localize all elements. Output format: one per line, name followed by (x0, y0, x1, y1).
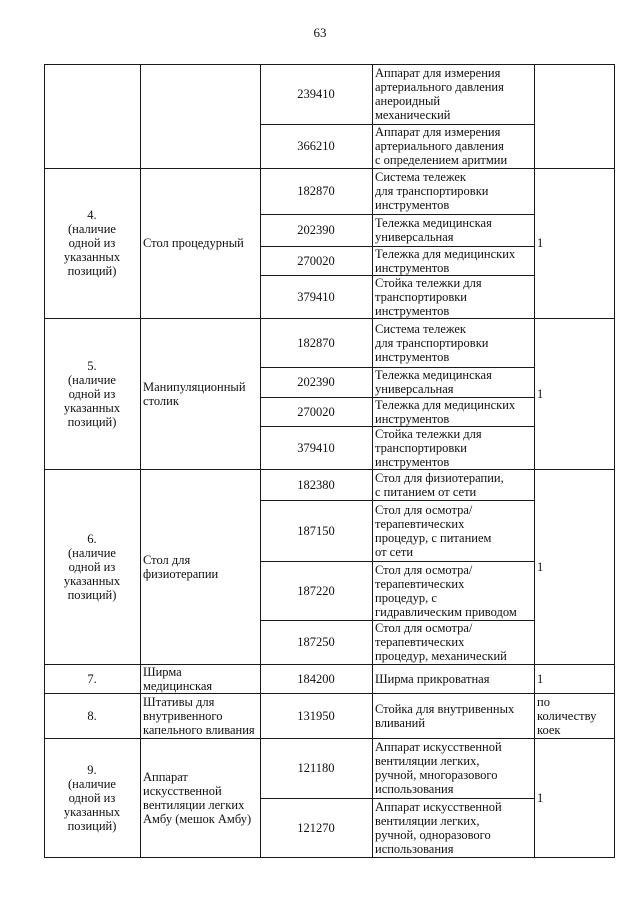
row-number-cell (44, 693, 140, 738)
item-code-cell (260, 64, 372, 124)
row-number-cell (44, 664, 140, 693)
item-description-cell (372, 64, 534, 124)
quantity-cell (534, 738, 615, 858)
item-description-cell (372, 318, 534, 367)
quantity-cell (534, 664, 615, 693)
item-code-cell (260, 798, 372, 858)
page-number: 63 (313, 25, 327, 40)
item-code-cell (260, 214, 372, 246)
item-code: 270020 (297, 253, 335, 268)
equipment-name: Манипуляционный столик (143, 379, 246, 408)
item-description: Тележка медицинская универсальная (375, 368, 492, 396)
item-code: 187250 (297, 635, 335, 649)
quantity-cell (534, 693, 615, 738)
equipment-name: Аппарат искусственной вентиляции легких Амбу (мешок Амбу) (143, 770, 252, 826)
item-code: 187150 (297, 523, 335, 538)
item-description-cell (372, 798, 534, 858)
item-code-cell (260, 246, 372, 275)
item-code: 182380 (297, 477, 335, 492)
quantity: 1 (537, 791, 544, 805)
item-code: 182870 (297, 184, 335, 198)
item-code-cell (260, 561, 372, 620)
item-code: 131950 (297, 708, 335, 723)
item-code: 379410 (297, 440, 335, 455)
equipment-name-cell (140, 469, 260, 664)
item-description: Тележка медицинская универсальная (375, 216, 492, 244)
row-number: 5. (наличие одной из указанных позиций) (63, 358, 121, 429)
quantity: 1 (537, 236, 544, 250)
quantity: 1 (537, 559, 544, 574)
item-description-cell (372, 500, 534, 561)
equipment-name-cell (140, 318, 260, 469)
item-description: Стол для осмотра/ терапевтических процедур, механический (375, 621, 507, 663)
item-description-cell (372, 426, 534, 469)
item-code-cell (260, 318, 372, 367)
item-description-cell (372, 124, 534, 168)
item-code-cell (260, 469, 372, 500)
item-code: 366210 (297, 139, 335, 153)
item-code-cell (260, 275, 372, 318)
quantity-cell (534, 318, 615, 469)
quantity: 1 (537, 671, 544, 686)
item-code-cell (260, 693, 372, 738)
item-description-cell (372, 397, 534, 426)
item-code: 187220 (297, 583, 335, 598)
row-number: 7. (87, 671, 97, 686)
item-description-cell (372, 367, 534, 397)
equipment-name: Стол для физиотерапии (143, 552, 219, 581)
item-code: 379410 (297, 289, 335, 304)
item-description-cell (372, 693, 534, 738)
equipment-name-cell (140, 664, 260, 693)
row-number: 4. (наличие одной из указанных позиций) (63, 208, 121, 278)
equipment-name-cell (140, 693, 260, 738)
quantity: 1 (537, 386, 544, 401)
row-number-cell (44, 738, 140, 858)
item-code-cell (260, 124, 372, 168)
item-code: 121180 (297, 761, 335, 775)
row-number: 8. (87, 708, 97, 723)
equipment-name: Штативы для внутривенного капельного вливания (143, 694, 255, 737)
item-description: Аппарат искусственной вентиляции легких, ручной, многоразового использования (375, 740, 502, 796)
item-description: Стол для физиотерапии, с питанием от сети (375, 470, 504, 499)
item-description: Аппарат для измерения артериального давления анероидный механический (375, 66, 504, 122)
item-description-cell (372, 664, 534, 693)
item-code-cell (260, 738, 372, 798)
equipment-name-cell (140, 168, 260, 318)
row-number-cell (44, 168, 140, 318)
item-code: 239410 (297, 87, 335, 101)
item-description-cell (372, 168, 534, 214)
item-code: 184200 (297, 671, 335, 686)
item-description: Стойка для внутривенных вливаний (375, 701, 515, 730)
quantity: по количеству коек (537, 694, 597, 737)
equipment-name-cell (140, 64, 260, 168)
item-code: 270020 (297, 404, 335, 419)
item-code-cell (260, 620, 372, 664)
item-description: Система тележек для транспортировки инструментов (375, 170, 489, 212)
item-description-cell (372, 561, 534, 620)
quantity-cell (534, 469, 615, 664)
item-description-cell (372, 275, 534, 318)
item-description: Тележка для медицинских инструментов (375, 246, 516, 275)
item-description-cell (372, 246, 534, 275)
item-code-cell (260, 426, 372, 469)
row-number-cell (44, 469, 140, 664)
item-description-cell (372, 469, 534, 500)
item-description: Аппарат искусственной вентиляции легких, ручной, одноразового использования (375, 800, 502, 856)
equipment-table (44, 64, 615, 858)
item-code: 182870 (297, 335, 335, 350)
item-description: Ширма прикроватная (375, 671, 490, 686)
equipment-name: Ширма медицинская (143, 664, 213, 693)
item-code: 202390 (297, 375, 335, 389)
item-code-cell (260, 500, 372, 561)
row-number-cell (44, 64, 140, 168)
item-code: 202390 (297, 223, 335, 237)
equipment-name-cell (140, 738, 260, 858)
item-code-cell (260, 168, 372, 214)
item-description: Стойка тележки для транспортировки инструментов (375, 426, 482, 469)
row-number: 6. (наличие одной из указанных позиций) (63, 531, 121, 602)
item-description-cell (372, 738, 534, 798)
item-code-cell (260, 664, 372, 693)
item-description: Аппарат для измерения артериального давления с определением аритмии (375, 125, 508, 167)
item-description: Система тележек для транспортировки инструментов (375, 321, 489, 364)
item-description: Стойка тележки для транспортировки инструментов (375, 275, 482, 318)
item-description-cell (372, 620, 534, 664)
quantity-cell (534, 168, 615, 318)
item-code: 121270 (297, 821, 335, 835)
item-description-cell (372, 214, 534, 246)
quantity-cell (534, 64, 615, 168)
equipment-name: Стол процедурный (143, 236, 244, 250)
row-number-cell (44, 318, 140, 469)
item-code-cell (260, 397, 372, 426)
item-code-cell (260, 367, 372, 397)
item-description: Стол для осмотра/ терапевтических процедур, с гидравлическим приводом (375, 562, 517, 619)
item-description: Тележка для медицинских инструментов (375, 397, 516, 426)
row-number: 9. (наличие одной из указанных позиций) (63, 763, 121, 833)
item-description: Стол для осмотра/ терапевтических процедур, с питанием от сети (375, 502, 492, 559)
